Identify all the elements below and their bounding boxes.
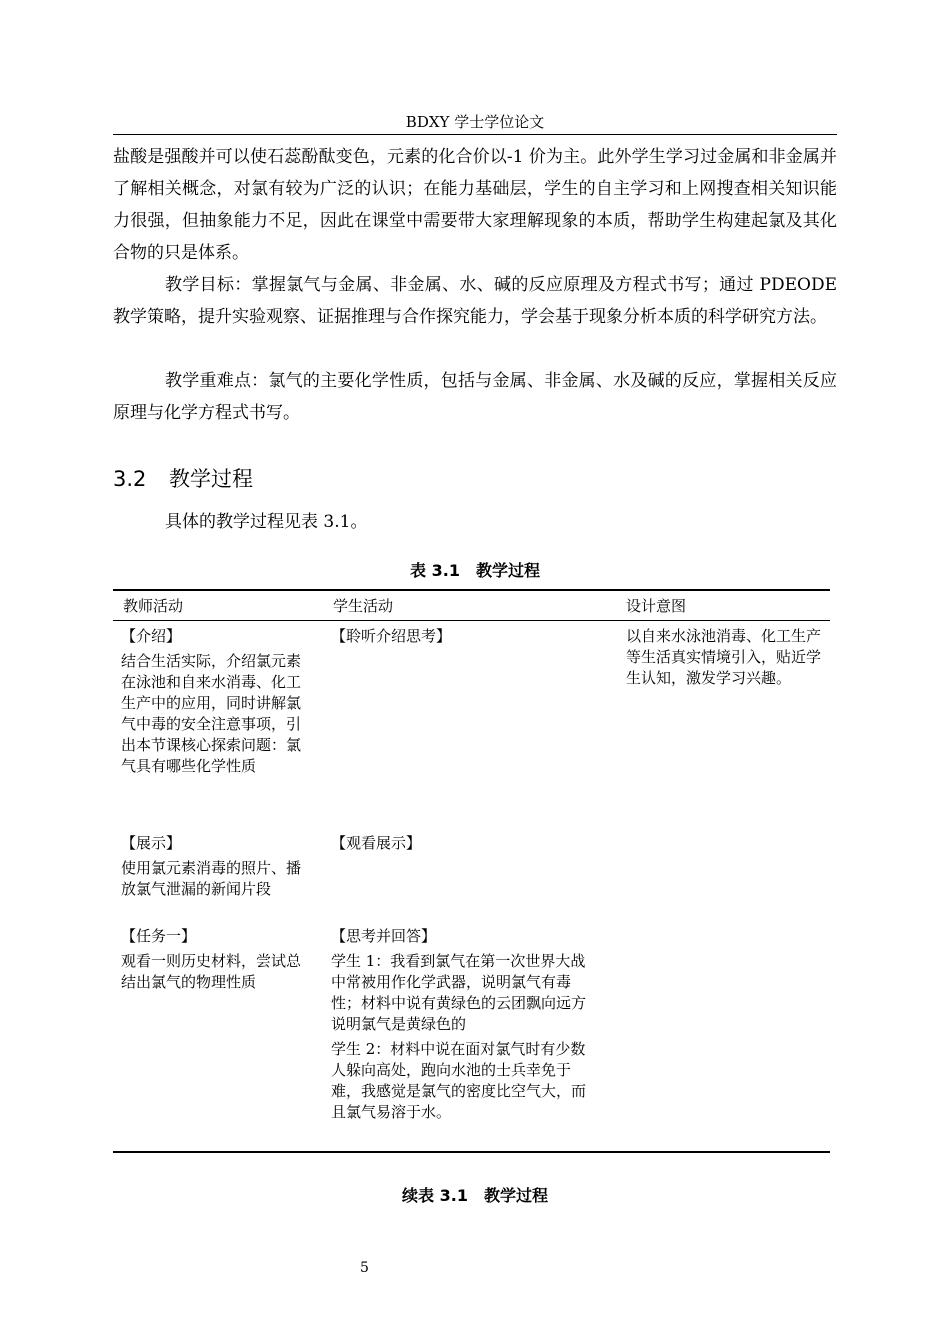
section-title: 教学过程: [169, 467, 253, 491]
table-top-rule: [113, 589, 830, 591]
table-row-intro-teacher: [121, 626, 301, 777]
table-row-task1-student: [331, 926, 599, 1127]
continued-table-caption: 续表 3.1 教学过程: [402, 1186, 548, 1205]
teacher-text: 结合生活实际，介绍氯元素在泳池和自来水消毒、化工生产中的应用，同时讲解氯气中毒的安全注意事项，引出本节课核心探索问题：氯气具有哪些化学性质: [121, 652, 302, 775]
teacher-tag: 【展示】: [121, 834, 182, 852]
table-bottom-rule: [113, 1151, 830, 1153]
student-answer-1: 学生 1：我看到氯气在第一次世界大战中常被用作化学武器，说明氯气有毒性；材料中说有黄绿色的云团飘向远方说明氯气是黄绿色的: [331, 952, 587, 1033]
table-row-intro-student: [331, 626, 601, 651]
table-row-show-student: [331, 833, 601, 858]
header-design: 设计意图: [626, 597, 687, 615]
table-row-intro-design: [626, 626, 826, 689]
table-row-task1-teacher: [121, 926, 301, 993]
header-teacher: 教师活动: [123, 597, 184, 615]
teacher-text: 观看一则历史材料，尝试总结出氯气的物理性质: [121, 952, 302, 991]
section-number: 3.2: [113, 467, 147, 491]
student-answer-2: 学生 2：材料中说在面对氯气时有少数人躲向高处，跑向水池的士兵幸免于难，我感觉是氯气的密度比空气大，而且氯气易溶于水。: [331, 1040, 587, 1121]
page-number: 5: [360, 1260, 369, 1276]
student-tag: 【聆听介绍思考】: [331, 627, 452, 645]
table-row-show-teacher: [121, 833, 301, 900]
table-intro: 具体的教学过程见表 3.1。: [165, 512, 368, 532]
section-heading: [113, 464, 253, 494]
student-tag: 【思考并回答】: [331, 927, 437, 945]
body-paragraph-key-points: 教学重难点：氯气的主要化学性质，包括与金属、非金属、水及碱的反应，掌握相关反应原理与化学方程式书写。: [113, 371, 837, 423]
teacher-tag: 【介绍】: [121, 627, 182, 645]
running-header: BDXY 学士学位论文: [405, 113, 545, 131]
body-paragraph-1: 盐酸是强酸并可以使石蕊酚酞变色，元素的化合价以-1 价为主。此外学生学习过金属和非金属并了解相关概念，对氯有较为广泛的认识；在能力基础层，学生的自主学习和上网搜查相关知识能力很强，但抽象能力不足，因此在课堂中需要带大家理解现象的本质，帮助学生构建起氯及其化合物的只是体系。: [113, 147, 837, 263]
student-tag: 【观看展示】: [331, 834, 422, 852]
design-text: 以自来水泳池消毒、化工生产等生活真实情境引入，贴近学生认知，激发学习兴趣。: [626, 627, 822, 687]
body-paragraph-objectives: 教学目标：掌握氯气与金属、非金属、水、碱的反应原理及方程式书写；通过 PDEODE 教学策略，提升实验观察、证据推理与合作探究能力，学会基于现象分析本质的科学研究方法。: [113, 275, 837, 327]
table-header-rule: [113, 620, 830, 621]
table-caption: 表 3.1 教学过程: [410, 561, 540, 580]
teacher-tag: 【任务一】: [121, 927, 197, 945]
header-student: 学生活动: [333, 597, 394, 615]
teacher-text: 使用氯元素消毒的照片、播放氯气泄漏的新闻片段: [121, 859, 302, 898]
header-rule: [113, 134, 837, 135]
